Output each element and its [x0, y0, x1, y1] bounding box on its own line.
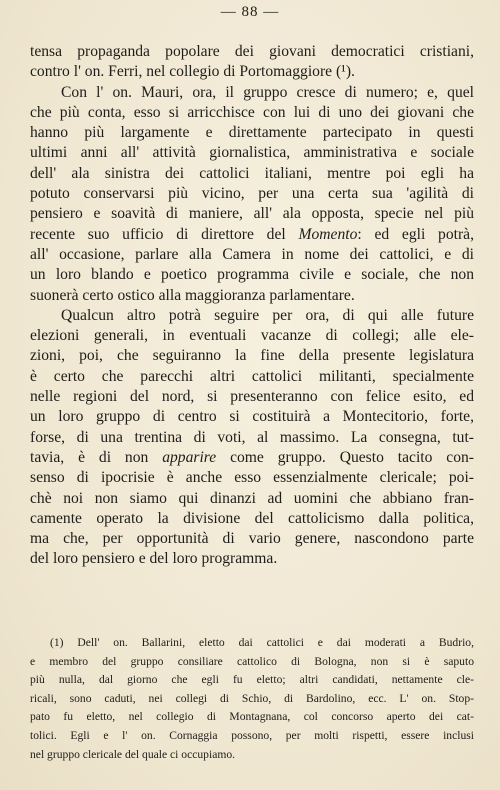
text-line: tensa propaganda popolare dei giovani democratici cristiani, — [30, 43, 474, 60]
text-line: ma che, per opportunità di vario genere, nascondono parte — [30, 530, 474, 548]
text-line: un loro gruppo di centro si costituirà a Montecitorio, forte, — [30, 408, 474, 426]
text-line: che più conta, esso si arricchisce con lui di uno dei giovani che — [30, 103, 474, 121]
text-line: all' occasione, parlare alla Camera in nome dei cattolici, e di — [30, 245, 474, 263]
footnote-line: e membro del gruppo consiliare cattolico di Bologna, non si è saputo — [30, 654, 474, 668]
text-line: potuto conservarsi più vicino, per una certa sua 'agilità di — [30, 185, 474, 203]
text-line: Con l' on. Mauri, ora, il gruppo cresce di numero; e, quel — [61, 83, 474, 101]
text-line: hanno più largamente e direttamente partecipato in questi — [30, 124, 474, 142]
text-line: tavia, è di non apparire come gruppo. Questo tacito con- — [30, 448, 475, 466]
text-line: nelle regioni del nord, si presenteranno con felice esito, ed — [30, 388, 474, 406]
page-number: — 88 — — [220, 4, 280, 20]
text-line: camente operato la divisione del cattolicismo dalla politica, — [30, 509, 474, 527]
main-text — [30, 42, 474, 570]
text-line: senso di ipocrisie è anche esso essenzialmente clericale; poi- — [30, 469, 474, 487]
footnote-line: (1) Dell' on. Ballarini, eletto dai cattolici e dai moderati a Budrio, — [50, 636, 474, 649]
text-line: suonerà certo ostico alla maggioranza parlamentare. — [30, 286, 355, 304]
text-line: dell' ala sinistra dei cattolici italiani, mentre poi egli ha — [30, 164, 474, 182]
text-line: zioni, poi, che seguiranno la fine della presente legislatura — [30, 347, 474, 365]
text-line: recente suo ufficio di direttore del Momento: ed egli potrà, — [30, 225, 474, 243]
text-line: pensiero e soavità di maniere, all' ala opposta, specie nel più — [30, 205, 474, 223]
footnote-block — [30, 634, 474, 764]
text-line: ultimi anni all' attività giornalistica, amministrativa e sociale — [30, 144, 474, 162]
italic-word: apparire — [162, 448, 217, 466]
text-line: un loro blando e poetico programma civile e sociale, che non — [30, 266, 474, 284]
footnote-line: pato fu eletto, nel collegio di Montagnana, col concorso aperto dei cat- — [30, 710, 474, 724]
footnote-line: più nulla, dal giorno che egli fu eletto; altri candidati, nettamente cle- — [30, 673, 474, 687]
footnote-line: tolici. Egli e l' on. Cornaggia possono, per molti rispetti, essere inclusi — [30, 728, 474, 742]
text-line: del loro pensiero e del loro programma. — [30, 550, 278, 568]
text-line: è certo che parecchi altri cattolici militanti, specialmente — [30, 367, 474, 385]
text-line: Qualcun altro potrà seguire per ora, di qui alle future — [61, 306, 474, 324]
text-line: chè noi non siamo qui dinanzi ad uomini che abbiano fran- — [30, 489, 474, 507]
footnote-line: ricali, sono caduti, nei collegi di Schio, di Bardolino, ecc. L' on. Stop- — [30, 691, 474, 705]
text-line: contro l' on. Ferri, nel collegio di Portomaggiore (¹). — [30, 63, 355, 81]
text-line: elezioni generali, in eventuali vacanze di collegi; alle ele- — [30, 327, 474, 345]
italic-word: Momento — [298, 225, 358, 243]
text-line: forse, di una trentina di voti, al massimo. La consegna, tut- — [30, 428, 474, 446]
footnote-line: nel gruppo clericale del quale ci occupiamo. — [30, 747, 236, 761]
